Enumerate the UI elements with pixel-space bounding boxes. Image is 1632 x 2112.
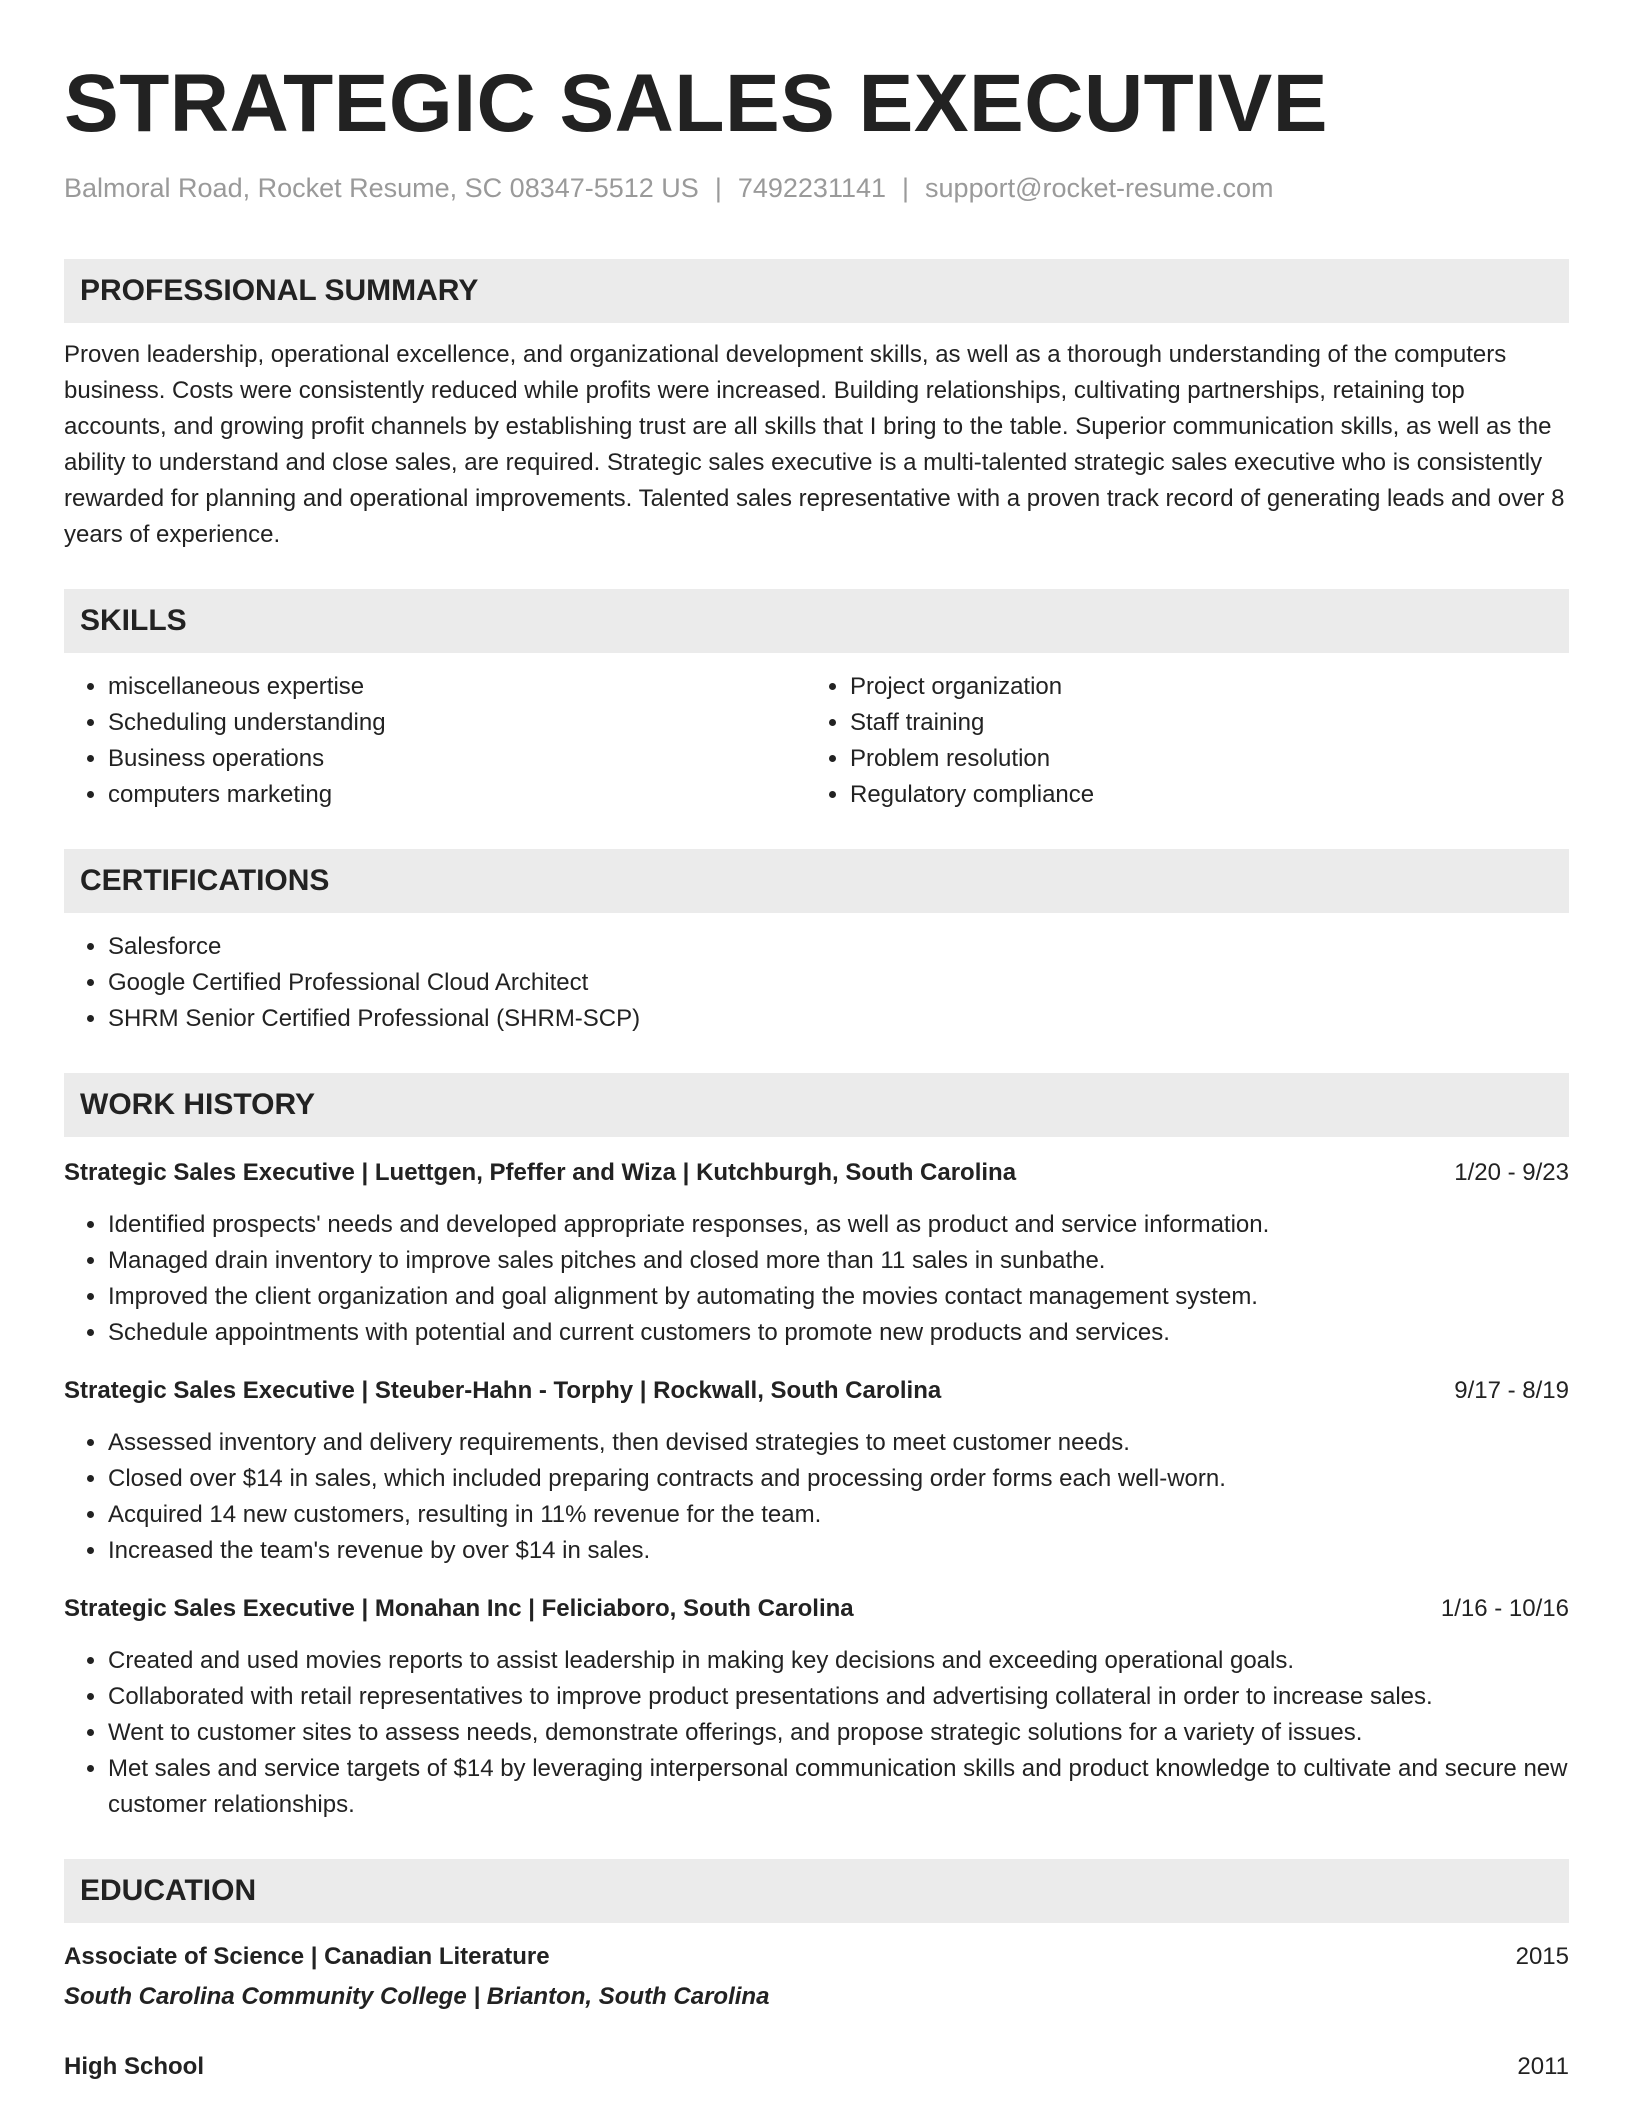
job-title: Strategic Sales Executive | Monahan Inc | Feliciaboro, South Carolina [64,1595,854,1622]
contact-address: Balmoral Road, Rocket Resume, SC 08347-5512 US [64,173,699,203]
skill-item: • Project organization [850,669,1548,705]
job-bullet: • Managed drain inventory to improve sales pitches and closed more than 11 sales in sunbathe. [108,1243,1569,1279]
education-heading: EDUCATION [64,1859,1569,1923]
contact-separator: | [902,173,910,203]
education-year: 2015 [1515,1943,1569,1970]
certifications-list [64,929,1569,1037]
certification-item: • SHRM Senior Certified Professional (SHRM-SCP) [108,1001,1569,1037]
education-year: 2011 [1517,2053,1569,2080]
certification-item: • Google Certified Professional Cloud Architect [108,965,1569,1001]
job-bullet: • Identified prospects' needs and developed appropriate responses, as well as product and service information. [108,1207,1569,1243]
skill-item: • Staff training [850,705,1548,741]
job-bullet: • Met sales and service targets of $14 by leveraging interpersonal communication skills and product knowledge to cultivate and secure new customer relationships. [108,1751,1569,1823]
job-bullet: • Improved the client organization and goal alignment by automating the movies contact management system. [108,1279,1569,1315]
contact-phone: 7492231141 [737,173,887,203]
certification-item: • Salesforce [108,929,1569,965]
work-history-heading: WORK HISTORY [64,1073,1569,1137]
skill-item: • Regulatory compliance [850,777,1548,813]
job-title: Strategic Sales Executive | Steuber-Hahn - Torphy | Rockwall, South Carolina [64,1377,942,1404]
job-bullet: • Created and used movies reports to assist leadership in making key decisions and exceeding operational goals. [108,1643,1569,1679]
job-bullet: • Assessed inventory and delivery requirements, then devised strategies to meet customer needs. [108,1425,1569,1461]
job-title: Strategic Sales Executive | Luettgen, Pfeffer and Wiza | Kutchburgh, South Carolina [64,1159,1017,1186]
summary-heading: PROFESSIONAL SUMMARY [64,259,1569,323]
skill-item: • miscellaneous expertise [108,669,806,705]
job-bullet: • Acquired 14 new customers, resulting in 11% revenue for the team. [108,1497,1569,1533]
job-dates: 1/20 - 9/23 [1454,1159,1569,1186]
skill-item: • Business operations [108,741,806,777]
summary-text: Proven leadership, operational excellence, and organizational development skills, as well as a thorough understanding of the computers business. Costs were consistently reduced while profits were increased. Building relationships, cultivating partnerships, retaining top accounts, and growing profit channels by establishing trust are all skills that I bring to the table. Superior communication skills, as well as the ability to understand and close sales, are required. Strategic sales executive is a multi-talented strategic sales executive who is consistently rewarded for planning and operational improvements. Talented sales representative with a proven track record of generating leads and over 8 years of experience. [64,341,1565,548]
skills-heading: SKILLS [64,589,1569,653]
education-entry [64,2049,1569,2085]
education-school: South Carolina Community College | Brianton, South Carolina [64,1983,770,2010]
job-entry [64,1591,1569,1823]
skills-column-left [64,669,806,813]
contact-line [64,170,1569,206]
job-entry [64,1155,1569,1351]
job-bullet: • Schedule appointments with potential and current customers to promote new products and services. [108,1315,1569,1351]
skill-item: • Problem resolution [850,741,1548,777]
contact-email: support@rocket-resume.com [925,173,1274,203]
education-degree: Associate of Science | Canadian Literature [64,1943,550,1970]
skills-column-right [806,669,1548,813]
contact-separator: | [714,173,722,203]
resume-name: STRATEGIC SALES EXECUTIVE [64,58,1328,149]
job-entry [64,1373,1569,1569]
job-dates: 9/17 - 8/19 [1454,1377,1569,1404]
education-entry [64,1939,1569,2015]
job-bullet: • Went to customer sites to assess needs, demonstrate offerings, and propose strategic solutions for a variety of issues. [108,1715,1569,1751]
job-bullet: • Closed over $14 in sales, which included preparing contracts and processing order forms each well-worn. [108,1461,1569,1497]
skill-item: • computers marketing [108,777,806,813]
job-bullet: • Increased the team's revenue by over $14 in sales. [108,1533,1569,1569]
education-degree: High School [64,2053,204,2080]
job-dates: 1/16 - 10/16 [1440,1595,1569,1622]
job-bullet: • Collaborated with retail representatives to improve product presentations and advertising collateral in order to increase sales. [108,1679,1569,1715]
certifications-heading: CERTIFICATIONS [64,849,1569,913]
skills-list [64,669,1569,813]
skill-item: • Scheduling understanding [108,705,806,741]
